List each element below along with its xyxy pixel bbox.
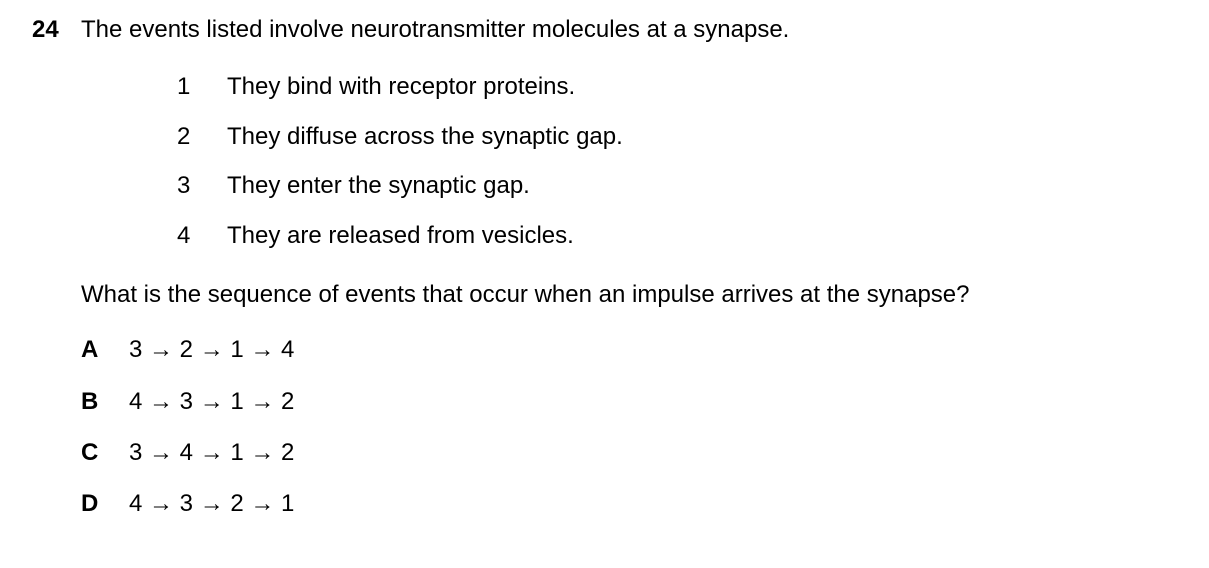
option-sequence: 4 → 3 → 1 → 2 (129, 388, 295, 415)
event-number: 4 (177, 222, 191, 249)
event-text: They are released from vesicles. (227, 222, 574, 249)
event-number: 3 (177, 172, 191, 199)
option-letter: A (81, 336, 99, 363)
option-letter: C (81, 439, 99, 466)
option-sequence: 4 → 3 → 2 → 1 (129, 490, 295, 517)
event-text: They enter the synaptic gap. (227, 172, 530, 199)
question-number: 24 (32, 16, 59, 43)
question-stem: The events listed involve neurotransmitter molecules at a synapse. (81, 16, 790, 43)
option-sequence: 3 → 2 → 1 → 4 (129, 336, 295, 363)
event-number: 1 (177, 73, 191, 100)
option-letter: B (81, 388, 99, 415)
event-number: 2 (177, 123, 191, 150)
event-text: They diffuse across the synaptic gap. (227, 123, 623, 150)
option-letter: D (81, 490, 99, 517)
question-prompt: What is the sequence of events that occur when an impulse arrives at the synapse? (81, 281, 970, 308)
option-sequence: 3 → 4 → 1 → 2 (129, 439, 295, 466)
event-text: They bind with receptor proteins. (227, 73, 576, 100)
